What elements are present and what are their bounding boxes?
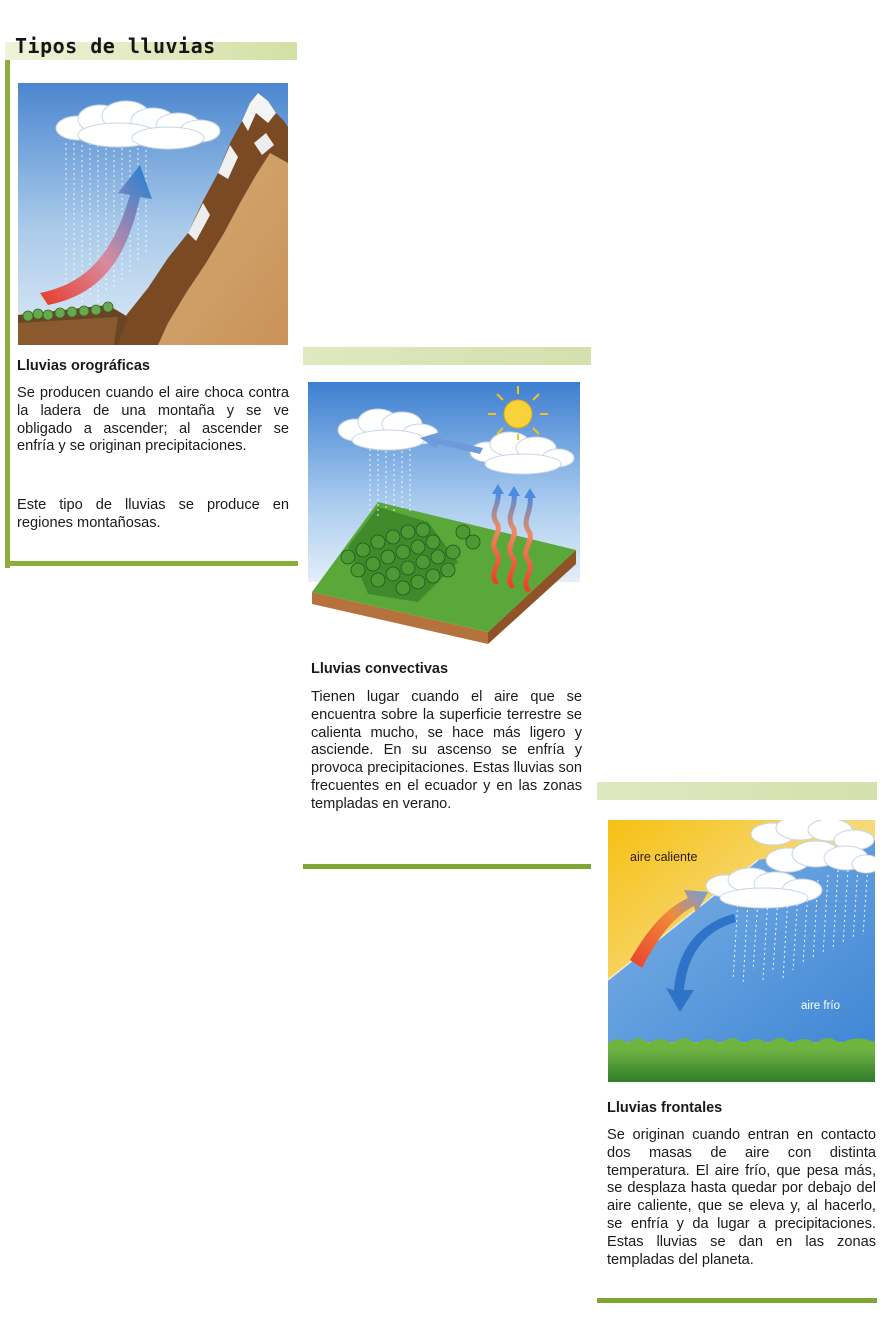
panel-paragraph: Se producen cuando el aire choca contra la ladera de una montaña y se ve obligado a ascender; al ascender se enfría y se originan precipitaciones. bbox=[17, 385, 289, 455]
panel-paragraph: Se originan cuando entran en contacto dos masas de aire con distinta temperatura. El aire frío, que pesa más, se desplaza hasta quedar por debajo del aire caliente, que se eleva y, al hacerlo, se enfría y da lugar a precipitaciones. Estas lluvias se dan en las zonas templadas del planeta. bbox=[607, 1127, 876, 1268]
panel-heading: Lluvias frontales bbox=[607, 1100, 723, 1116]
panel-top-bar bbox=[597, 782, 877, 800]
panel-bottom-border bbox=[303, 864, 591, 869]
panel-top-bar bbox=[303, 347, 591, 365]
warm-air-label: aire caliente bbox=[630, 850, 698, 864]
convective-rain-illustration bbox=[308, 382, 580, 648]
panel-bottom-border bbox=[5, 561, 298, 566]
panel-heading: Lluvias orográficas bbox=[17, 358, 150, 374]
panel-paragraph: Este tipo de lluvias se produce en regiones montañosas. bbox=[17, 497, 289, 531]
panel-paragraph: Tienen lugar cuando el aire que se encuentra sobre la superficie terrestre se calienta mucho, se hace más ligero y asciende. En su ascenso se enfría y provoca precipitaciones. Estas lluvias son frecuentes en el ecuador y en las zonas templadas en verano. bbox=[311, 689, 582, 812]
cold-air-label: aire frío bbox=[801, 1000, 840, 1012]
orographic-rain-illustration bbox=[18, 83, 288, 345]
panel-heading: Lluvias convectivas bbox=[311, 661, 449, 677]
panel-bottom-border bbox=[597, 1298, 877, 1303]
frontal-rain-illustration bbox=[608, 820, 875, 1082]
panel-left-border bbox=[5, 42, 10, 568]
page-title: Tipos de lluvias bbox=[15, 34, 216, 58]
